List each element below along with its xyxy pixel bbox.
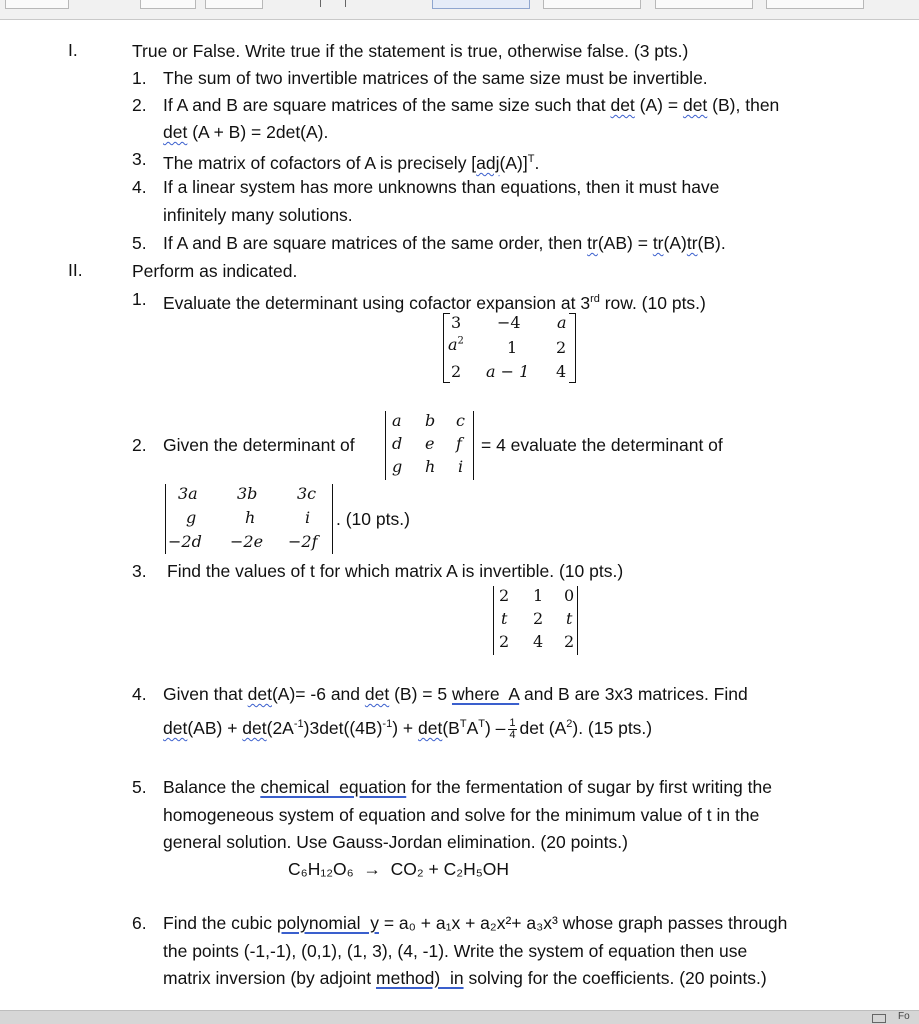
matrix-cell: −2e: [230, 532, 264, 551]
matrix-cell: a: [392, 411, 402, 430]
question-text: homogeneous system of equation and solve for the minimum value of t in the: [163, 805, 760, 825]
toolbar-style-selected[interactable]: [432, 0, 530, 9]
question-number: 3.: [132, 561, 147, 581]
determinant-bar: [577, 586, 578, 655]
toolbar-divider: [345, 0, 346, 7]
question-text: If A and B are square matrices of the same order, then tr(AB) = tr(A)tr(B).: [163, 233, 726, 253]
question-text: Given the determinant of: [163, 435, 355, 455]
question-text: Balance the chemical equation for the fermentation of sugar by first writing the: [163, 777, 772, 797]
question-number: 4.: [132, 177, 147, 197]
question-number: 2.: [132, 435, 147, 455]
method-link[interactable]: method) in: [376, 968, 464, 988]
matrix-cell: d: [392, 434, 403, 453]
toolbar-button[interactable]: [140, 0, 196, 9]
matrix-cell: b: [425, 411, 436, 430]
matrix-cell: i: [305, 508, 311, 527]
toolbar-button[interactable]: [5, 0, 69, 9]
status-bar: [0, 1010, 919, 1024]
question-text: matrix inversion (by adjoint method) in solving for the coefficients. (20 points.): [163, 968, 767, 988]
section-numeral: I.: [68, 40, 78, 60]
question-number: 2.: [132, 95, 147, 115]
question-text: Find the values of t for which matrix A is invertible. (10 pts.): [167, 561, 624, 581]
determinant-bar: [385, 411, 386, 480]
matrix-cell: 2: [499, 586, 510, 605]
matrix-cell: h: [425, 457, 436, 476]
toolbar-style[interactable]: [766, 0, 864, 9]
question-text: The sum of two invertible matrices of the same size must be invertible.: [163, 68, 708, 88]
section-heading: Perform as indicated.: [132, 261, 298, 281]
matrix-cell: $a^2$: [448, 335, 464, 354]
matrix-cell: 0: [564, 586, 575, 605]
question-text: Find the cubic polynomial y = a₀ + a₁x + a₂x²+ a₃x³ whose graph passes through: [163, 913, 788, 933]
chemical-equation: C₆H₁₂O₆ → CO₂ + C₂H₅OH: [288, 859, 510, 879]
matrix-cell: t: [501, 609, 508, 628]
matrix-cell: i: [458, 457, 464, 476]
question-number: 4.: [132, 684, 147, 704]
matrix-cell: 3a: [178, 484, 198, 503]
section-numeral: II.: [68, 260, 83, 280]
fraction: $\frac{1}{4}$: [509, 716, 516, 741]
question-text: Evaluate the determinant using cofactor expansion at 3rd row. (10 pts.): [163, 292, 706, 313]
question-text: $\det(AB) + \det(2A^{-1})3\det((4B)^{-1}) + \det(B^TA^T)$ – $\frac{1}{4}$ $\det (A^2)$. (15 pts.): [163, 716, 653, 741]
question-text: general solution. Use Gauss-Jordan elimination. (20 points.): [163, 832, 628, 852]
determinant-bar: [493, 586, 494, 655]
matrix-cell: 2: [564, 632, 575, 651]
matrix-cell: a: [557, 313, 567, 332]
question-number: 1.: [132, 289, 147, 309]
matrix-cell: 3c: [297, 484, 317, 503]
question-number: 1.: [132, 68, 147, 88]
question-number: 5.: [132, 233, 147, 253]
polynomial-link[interactable]: polynomial y: [276, 913, 379, 933]
toolbar-style[interactable]: [655, 0, 753, 9]
toolbar-button[interactable]: [205, 0, 263, 9]
toolbar-divider: [320, 0, 321, 7]
matrix-cell: 1: [507, 338, 518, 357]
question-number: 3.: [132, 149, 147, 169]
document-page: [0, 20, 919, 1010]
determinant-bar: [473, 411, 474, 480]
chemical-equation-link[interactable]: chemical equation: [260, 777, 407, 797]
matrix-cell: h: [245, 508, 256, 527]
matrix-right-bracket: [569, 313, 576, 383]
matrix-cell: 3: [451, 313, 462, 332]
matrix-cell: g: [186, 508, 197, 527]
matrix-cell: a − 1: [486, 362, 530, 381]
matrix-cell: 2: [556, 338, 567, 357]
matrix-cell: 4: [556, 362, 567, 381]
matrix-cell: 2: [499, 632, 510, 651]
view-icon[interactable]: [872, 1014, 886, 1023]
toolbar-style[interactable]: [543, 0, 641, 9]
question-text: infinitely many solutions.: [163, 205, 353, 225]
matrix-cell: −2f: [288, 532, 318, 551]
question-text: If A and B are square matrices of the same size such that det (A) = det (B), then: [163, 95, 780, 115]
question-number: 5.: [132, 777, 147, 797]
matrix-cell: −2d: [168, 532, 202, 551]
determinant-bar: [165, 484, 166, 554]
matrix-cell: 3b: [237, 484, 258, 503]
matrix-cell: 2: [533, 609, 544, 628]
editor-toolbar: [0, 0, 919, 20]
question-text: = 4 evaluate the determinant of: [481, 435, 723, 455]
matrix-cell: f: [456, 434, 462, 453]
matrix-cell: 1: [533, 586, 544, 605]
matrix-cell: g: [392, 457, 403, 476]
question-points: . (10 pts.): [336, 509, 410, 529]
matrix-cell: 4: [533, 632, 544, 651]
matrix-cell: 2: [451, 362, 462, 381]
matrix-cell: −4: [497, 313, 521, 332]
section-heading: True or False. Write true if the statement is true, otherwise false. (3 pts.): [132, 41, 689, 61]
matrix-cell: e: [425, 434, 435, 453]
question-text: the points (-1,-1), (0,1), (1, 3), (4, -1). Write the system of equation then use: [163, 941, 748, 961]
question-text: The matrix of cofactors of A is precisely $[adj(A)]^T$.: [163, 152, 540, 173]
question-text: If a linear system has more unknowns than equations, then it must have: [163, 177, 720, 197]
determinant-bar: [332, 484, 333, 554]
question-text: Given that det(A)= -6 and det (B) = 5 where A and B are 3x3 matrices. Find: [163, 684, 748, 704]
question-number: 6.: [132, 913, 147, 933]
matrix-cell: c: [456, 411, 465, 430]
question-text: det (A + B) = 2det(A).: [163, 122, 329, 142]
status-label: Fo: [898, 1011, 910, 1022]
matrix-cell: t: [566, 609, 573, 628]
